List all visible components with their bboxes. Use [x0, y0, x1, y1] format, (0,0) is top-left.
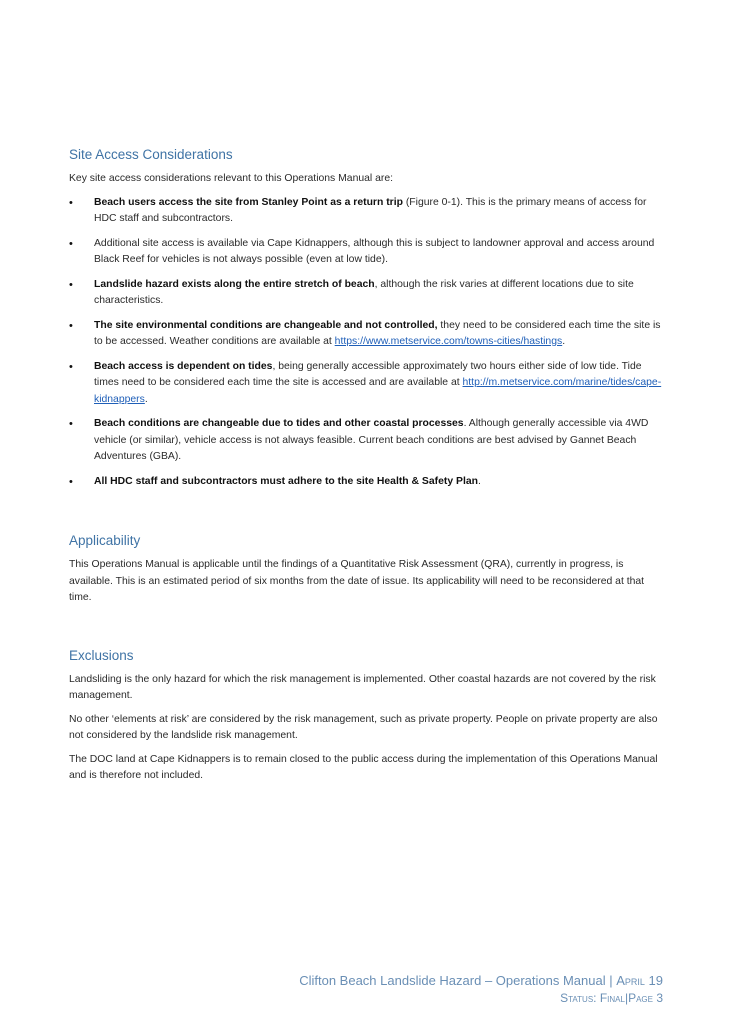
- bullet-icon: •: [69, 196, 73, 209]
- site-access-heading: Site Access Considerations: [69, 147, 233, 162]
- bullet-bold-text: Landslide hazard exists along the entire stretch of beach: [94, 278, 375, 290]
- bullet-bold-text: Beach access is dependent on tides: [94, 360, 273, 372]
- bullet-text: , being generally accessible approximately two hours either side of low tide. Tide times need to be considered each time the site is accessed and are available at: [94, 360, 642, 388]
- bullet-text: , although the risk varies at different locations due to site characteristics.: [94, 278, 634, 306]
- footer-separator: |: [624, 991, 629, 1005]
- weather-link[interactable]: https://www.metservice.com/towns-cities/hastings: [334, 336, 563, 347]
- footer-title: Clifton Beach Landslide Hazard – Operations Manual: [299, 973, 606, 988]
- list-item: [69, 277, 669, 310]
- bullet-icon: •: [69, 237, 73, 250]
- list-item: [69, 195, 669, 228]
- exclusions-heading: Exclusions: [69, 647, 134, 663]
- bullet-after-text: .: [562, 336, 566, 347]
- bullet-icon: •: [69, 475, 73, 488]
- applicability-heading: Applicability: [69, 533, 141, 548]
- bullet-bold-text: The site environmental conditions are changeable and not controlled,: [94, 319, 438, 331]
- list-item: [69, 236, 669, 269]
- list-item: [69, 416, 669, 466]
- footer-page-number: Page 3: [628, 991, 663, 1005]
- section-spacer: [69, 614, 669, 647]
- footer-status-label: Status:: [560, 991, 600, 1005]
- bullet-bold-text: Beach users access the site from Stanley Point as a return trip: [94, 196, 403, 208]
- bullet-text: .: [477, 475, 481, 487]
- bullet-text: they need to be considered each time the site is to be accessed. Weather conditions are available at: [94, 319, 661, 347]
- footer-date: April 19: [616, 973, 663, 988]
- footer-status-value: Final: [599, 991, 625, 1005]
- bullet-text: (Figure 0-1). This is the primary means of access for HDC staff and subcontractors.: [94, 196, 647, 224]
- bullet-icon: •: [69, 319, 73, 332]
- bullet-text: Additional site access is available via Cape Kidnappers, although this is subject to landowner approval and access around Black Reef for vehicles is not always possible (even at low tide).: [94, 237, 655, 265]
- footer-status-line: [299, 990, 663, 1007]
- bullet-after-text: .: [144, 393, 148, 405]
- applicability-paragraph: This Operations Manual is applicable until the findings of a Quantitative Risk Assessment (QRA), currently in progress, is available. This is an estimated period of six months from the date of issue. Its applicability will need to be reconsidered at that time.: [69, 559, 645, 603]
- bullet-bold-text: Beach conditions are changeable due to tides and other coastal processes: [94, 418, 464, 429]
- site-access-intro: Key site access considerations relevant to this Operations Manual are:: [69, 173, 394, 184]
- footer-separator: |: [605, 973, 617, 988]
- bullet-icon: •: [69, 278, 73, 291]
- list-item: [69, 474, 669, 491]
- page-content: [69, 146, 669, 792]
- bullet-bold-text: All HDC staff and subcontractors must adhere to the site Health & Safety Plan: [94, 475, 478, 487]
- exclusions-paragraph: The DOC land at Cape Kidnappers is to remain closed to the public access during the implementation of this Operations Manual and is therefore not included.: [69, 753, 658, 781]
- section-spacer: [69, 498, 669, 532]
- footer-title-line: [299, 972, 663, 990]
- list-item: [69, 359, 669, 409]
- bullet-text: . Although generally accessible via 4WD vehicle (or similar), vehicle access is not always feasible. Current beach conditions are best advised by Gannet Beach Adventures (GBA).: [94, 418, 649, 462]
- exclusions-paragraph: No other ‘elements at risk’ are considered by the risk management, such as private property. People on private property are also not considered by the landslide risk management.: [69, 713, 658, 741]
- bullet-icon: •: [69, 360, 73, 373]
- page-footer: [299, 972, 663, 1007]
- site-access-list: [69, 195, 669, 491]
- list-item: [69, 318, 669, 351]
- exclusions-paragraph: Landsliding is the only hazard for which the risk management is implemented. Other coastal hazards are not covered by the risk management.: [69, 673, 656, 701]
- bullet-icon: •: [69, 418, 73, 430]
- tides-link[interactable]: http://m.metservice.com/marine/tides/cape-kidnappers: [94, 377, 662, 405]
